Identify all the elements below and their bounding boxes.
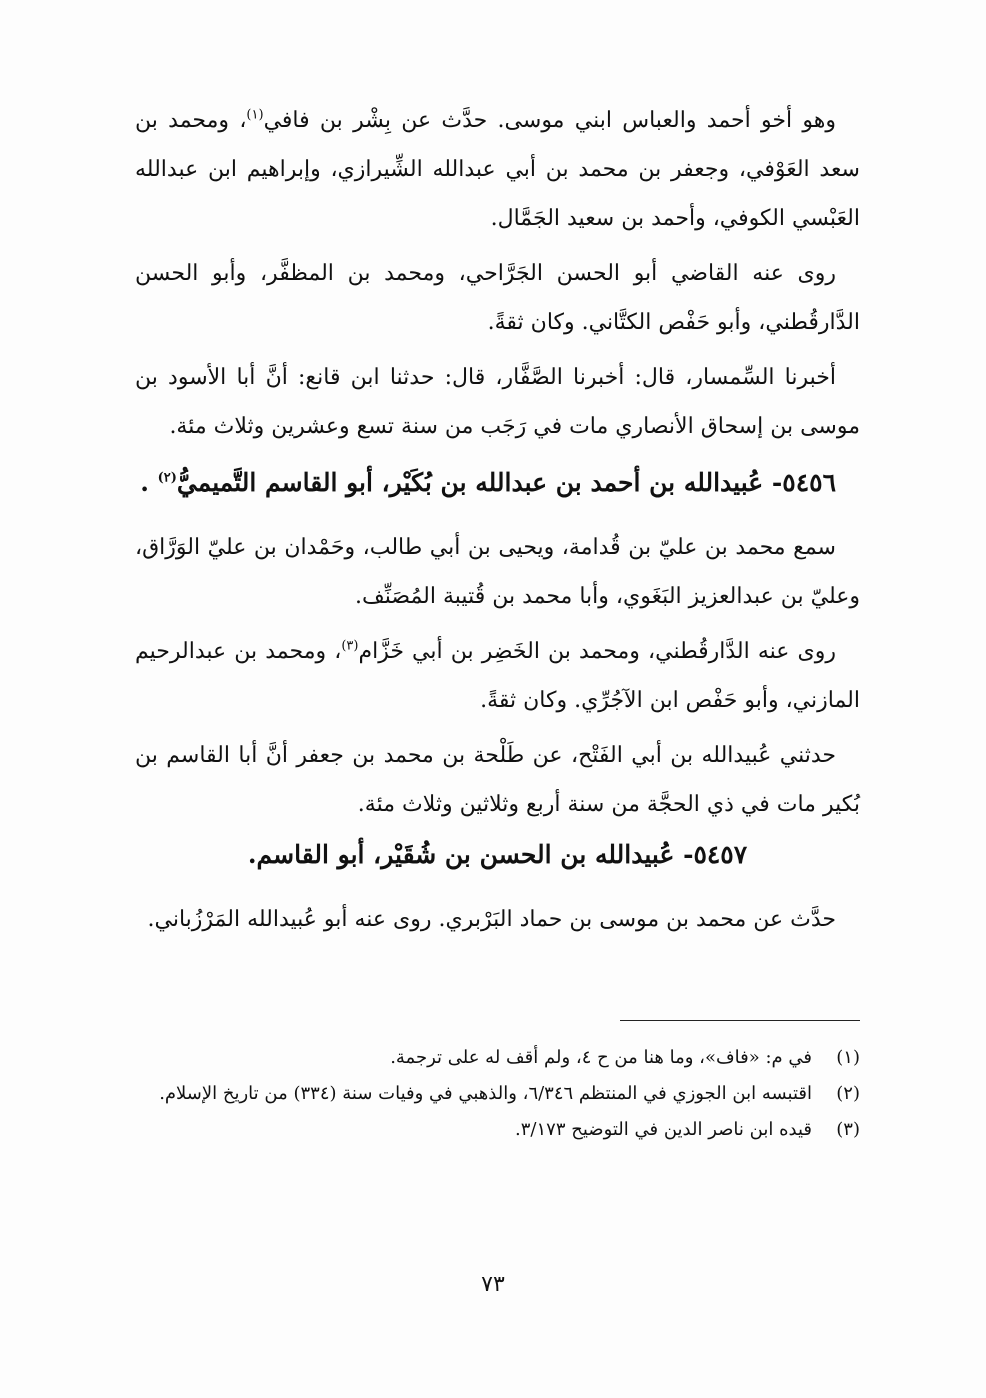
footnote-separator: [620, 1020, 860, 1021]
footnote-2: [135, 1076, 860, 1112]
footnote-ref-1: (١): [246, 107, 264, 123]
main-text: [135, 96, 860, 944]
paragraph-3: أخبرنا السِّمسار، قال: أخبرنا الصَّفَّار، قال: حدثنا ابن قانع: أنَّ أبا الأسود بن موسى بن إسحاق الأنصاري مات في رَجَب من سنة تسع وعشرين وثلاث مئة.: [135, 365, 860, 439]
paragraph-2: روى عنه القاضي أبو الحسن الجَرَّاحي، ومحمد بن المظفَّر، وأبو الحسن الدَّارقُطني، وأبو حَفْص الكتَّاني. وكان ثقةً.: [135, 261, 860, 335]
entry-heading-5457: ٥٤٥٧- عُبيدالله بن الحسن بن شُقَيْر، أبو القاسم.: [247, 840, 748, 869]
footnote-number: (٣): [836, 1119, 860, 1140]
paragraph-6: حدثني عُبيدالله بن أبي الفَتْح، عن طَلْحة بن محمد بن جعفر أنَّ أبا القاسم بن بُكير مات في ذي الحجَّة من سنة أربع وثلاثين وثلاث مئة.: [135, 743, 860, 817]
footnote-number: (٢): [836, 1083, 860, 1104]
paragraph-1-text: وهو أخو أحمد والعباس ابني موسى. حدَّث عن بِشْر بن فافي: [263, 108, 836, 133]
footnote-ref-3: (٣): [341, 638, 359, 654]
paragraph-1: [135, 96, 860, 243]
footnote-1: [135, 1040, 860, 1076]
paragraph-1-tail: ، ومحمد بن سعد العَوْفي، وجعفر بن محمد بن أبي عبدالله الشِّيرازي، وإبراهيم ابن عبدالله العَبْسي الكوفي، وأحمد بن سعيد الجَمَّال.: [135, 108, 860, 231]
entry-heading-5456-tail: .: [140, 468, 149, 497]
paragraph-7: حدَّث عن محمد بن موسى بن حماد البَرْبري. روى عنه أبو عُبيدالله المَرْزُباني.: [147, 907, 836, 932]
page-number: ٧٣: [481, 1272, 505, 1297]
footnote-text: في م: «فاف»، وما هنا من ح ٤، ولم أقف له على ترجمة.: [390, 1047, 812, 1068]
paragraph-5: [135, 627, 860, 725]
paragraph-5-tail: ، ومحمد بن عبدالرحيم المازني، وأبو حَفْص ابن الآجُرِّي. وكان ثقةً.: [135, 639, 860, 713]
entry-heading-5456: [135, 457, 860, 509]
footnote-number: (١): [836, 1047, 860, 1068]
footnotes: [135, 1040, 860, 1148]
footnote-ref-2: (٢): [157, 470, 177, 486]
paragraph-4: سمع محمد بن عليّ بن قُدامة، ويحيى بن أبي طالب، وحَمْدان بن عليّ الوَرَّاق، وعليّ بن عبدالعزيز البَغَوي، وأبا محمد بن قُتيبة المُصَنِّف.: [135, 535, 860, 609]
footnote-3: [135, 1112, 860, 1148]
footnote-text: اقتبسه ابن الجوزي في المنتظم ٦/٣٤٦، والذهبي في وفيات سنة (٣٣٤) من تاريخ الإسلام.: [159, 1083, 812, 1104]
footnote-text: قيده ابن ناصر الدين في التوضيح ٣/١٧٣.: [515, 1119, 812, 1140]
paragraph-5-text: روى عنه الدَّارقُطني، ومحمد بن الخَضِر بن أبي خَزَّام: [358, 639, 836, 664]
entry-heading-5456-text: ٥٤٥٦- عُبيدالله بن أحمد بن عبدالله بن بُكَيْر، أبو القاسم التَّميميُّ: [176, 468, 836, 497]
